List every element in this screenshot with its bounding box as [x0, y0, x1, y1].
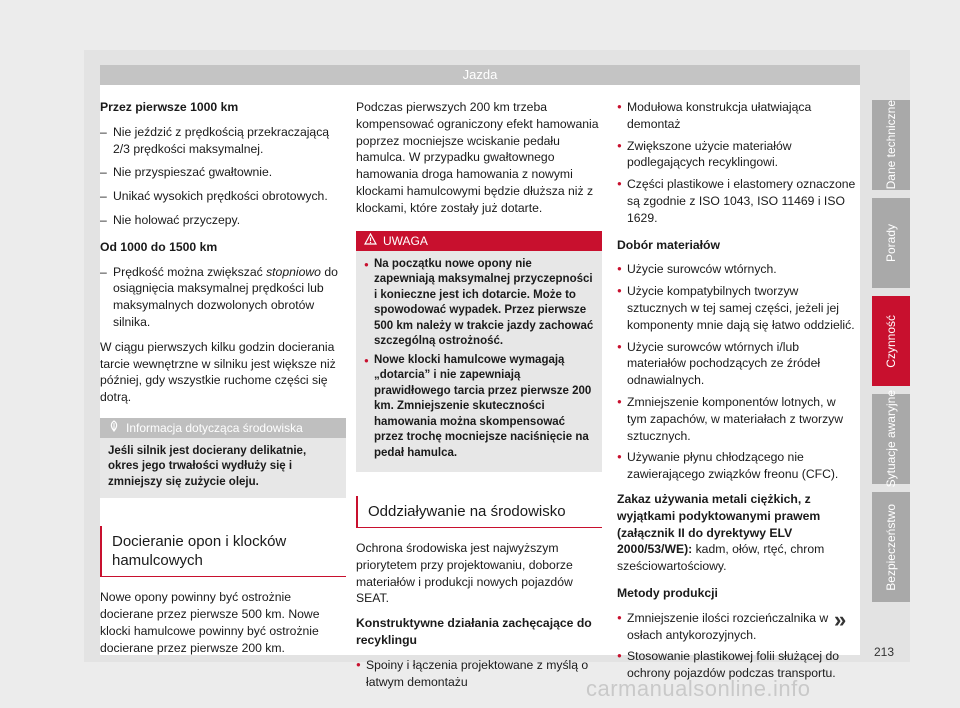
list-item: [100, 264, 346, 331]
tab-label: Sytuacje awaryjne: [884, 390, 898, 488]
list-item: – Nie holować przyczepy.: [100, 212, 346, 229]
page-number: 213: [874, 645, 895, 659]
page-header: Jazda: [100, 65, 860, 85]
next-page-marker: »: [834, 607, 847, 632]
tab-porady[interactable]: [872, 198, 910, 288]
section-title-environment: Oddziaływanie na środowisko: [356, 496, 602, 528]
heavy-metals-heading: Zakaz używania metali ciężkich, z wyjątkami podyktowanymi prawem (załącznik II do dyrektywy ELV 2000/53/WE):: [617, 491, 821, 557]
tab-label: Porady: [884, 223, 898, 263]
sub-heading-materials: Dobór materiałów: [617, 237, 720, 252]
paragraph: Ochrona środowiska jest najwyższym priorytetem przy projektowaniu, doborze materiałów i produkcji nowych pojazdów SEAT.: [356, 541, 573, 606]
tab-sytuacje-awaryjne[interactable]: [872, 390, 910, 488]
warning-text: [356, 251, 602, 473]
column-1: [100, 99, 346, 665]
tab-dane-techniczne[interactable]: [872, 100, 910, 190]
sub-heading-recycling: Konstruktywne działania zachęcające do recyklingu: [356, 616, 592, 648]
leaf-icon: [108, 418, 120, 438]
list-item: ● Spoiny i łączenia projektowane z myślą o łatwym demontażu: [356, 657, 602, 691]
paragraph: Podczas pierwszych 200 km trzeba kompensować ograniczony efekt hamowania poprzez mocniejsze wciskanie pedału hamulca. W przypadku gwałtownego hamowania droga hamowania z nowymi klockami hamulcowymi będzie dłuższa niż z klockami, które zostały już dotarte.: [356, 100, 599, 215]
tab-czynnosc[interactable]: [872, 296, 910, 386]
paragraph: W ciągu pierwszych kilku godzin docierania tarcie wewnętrzne w silniku jest większe niż później, gdy wszystkie ruchome części się dotrą.: [100, 339, 336, 405]
environment-info-box: [100, 418, 346, 499]
paragraph: Nowe opony powinny być ostrożnie docierane przez pierwsze 500 km. Nowe klocki hamulcowe powinny być ostrożnie docierane przez pierwsze 200 km.: [100, 590, 320, 655]
warning-title: UWAGA: [383, 233, 428, 248]
tab-label: Czynność: [884, 314, 898, 368]
environment-info-text: Jeśli silnik jest docierany delikatnie, okres jego trwałości wydłuży się i zmniejszy się zużycie oleju.: [100, 438, 346, 499]
environment-info-title: Informacja dotycząca środowiska: [126, 420, 303, 435]
list-item: ● Stosowanie plastikowej folii służącej do ochrony pojazdów podczas transportu.: [617, 648, 857, 682]
section-heading-1000-1500km: Od 1000 do 1500 km: [100, 239, 218, 254]
list-item: ● Zwiększone użycie materiałów podlegających recyklingowi.: [617, 138, 857, 172]
sub-heading-production: Metody produkcji: [617, 585, 718, 600]
warning-triangle-icon: [364, 231, 377, 251]
emphasis-text: stopniowo: [266, 264, 321, 279]
warning-item: ● Nowe klocki hamulcowe wymagają „dotarcia” i nie zapewniają prawidłowego tarcia przez pierwsze 200 km. Zmniejszenie skuteczności hamowania można skompensować przez trochę mocniejsze naciśnięcie na pedał hamulca.: [364, 353, 594, 462]
tab-label: Bezpieczeństwo: [884, 503, 898, 591]
section-heading-first-1000km: Przez pierwsze 1000 km: [100, 100, 239, 114]
section-title-tyres-brakes: Docieranie opon i klocków hamulcowych: [100, 526, 346, 577]
heavy-metals-list: kadm, ołów, rtęć, chrom sześciowartościowy.: [617, 542, 825, 574]
warning-header: [356, 231, 602, 251]
list-item: ● Używanie płynu chłodzącego nie zawierającego związków freonu (CFC).: [617, 449, 857, 483]
column-3: [617, 99, 857, 687]
tab-label: Dane techniczne: [884, 100, 898, 190]
text-part: Prędkość można zwiększać: [113, 264, 267, 279]
list-item: ● Zmniejszenie ilości rozcieńczalnika w osłach antykorozyjnych.: [617, 610, 857, 644]
list-item: – Unikać wysokich prędkości obrotowych.: [100, 188, 346, 205]
column-2: [356, 99, 602, 695]
list-item: ● Użycie surowców wtórnych.: [617, 261, 857, 278]
list-item: ● Części plastikowe i elastomery oznaczone są zgodnie z ISO 1043, ISO 11469 i ISO 1629.: [617, 176, 857, 226]
list-item: – Nie przyspieszać gwałtownie.: [100, 164, 346, 181]
paragraph-heavy-metals: [617, 491, 857, 575]
list-item: ● Użycie surowców wtórnych i/lub materiałów pochodzących ze źródeł odnawialnych.: [617, 339, 857, 389]
list-item: – Nie jeździć z prędkością przekraczającą 2/3 prędkości maksymalnej.: [100, 124, 346, 158]
list-item: ● Modułowa konstrukcja ułatwiająca demontaż: [617, 99, 857, 133]
list-item: ● Zmniejszenie komponentów lotnych, w tym zapachów, w materiałach z tworzyw sztucznych.: [617, 394, 857, 444]
watermark: carmanualsonline.info: [586, 676, 811, 701]
list-item: ● Użycie kompatybilnych tworzyw sztucznych w tej samej części, jeżeli jej komponenty mnie dają się łatwo oddzielić.: [617, 283, 857, 333]
warning-item: ● Na początku nowe opony nie zapewniają maksymalnej przyczepności i konieczne jest ich dotarcie. Może to spowodować wypadek. Przez pierwsze 500 km należy w trakcie jazdy zachować szczególną ostrożność.: [364, 257, 594, 350]
tab-bezpieczenstwo[interactable]: [872, 492, 910, 602]
text-part: do osiągnięcia maksymalnej prędkości lub maksymalnych dozwolonych obrotów silnika.: [113, 264, 338, 329]
warning-box: [356, 231, 602, 473]
environment-info-header: [100, 418, 346, 438]
